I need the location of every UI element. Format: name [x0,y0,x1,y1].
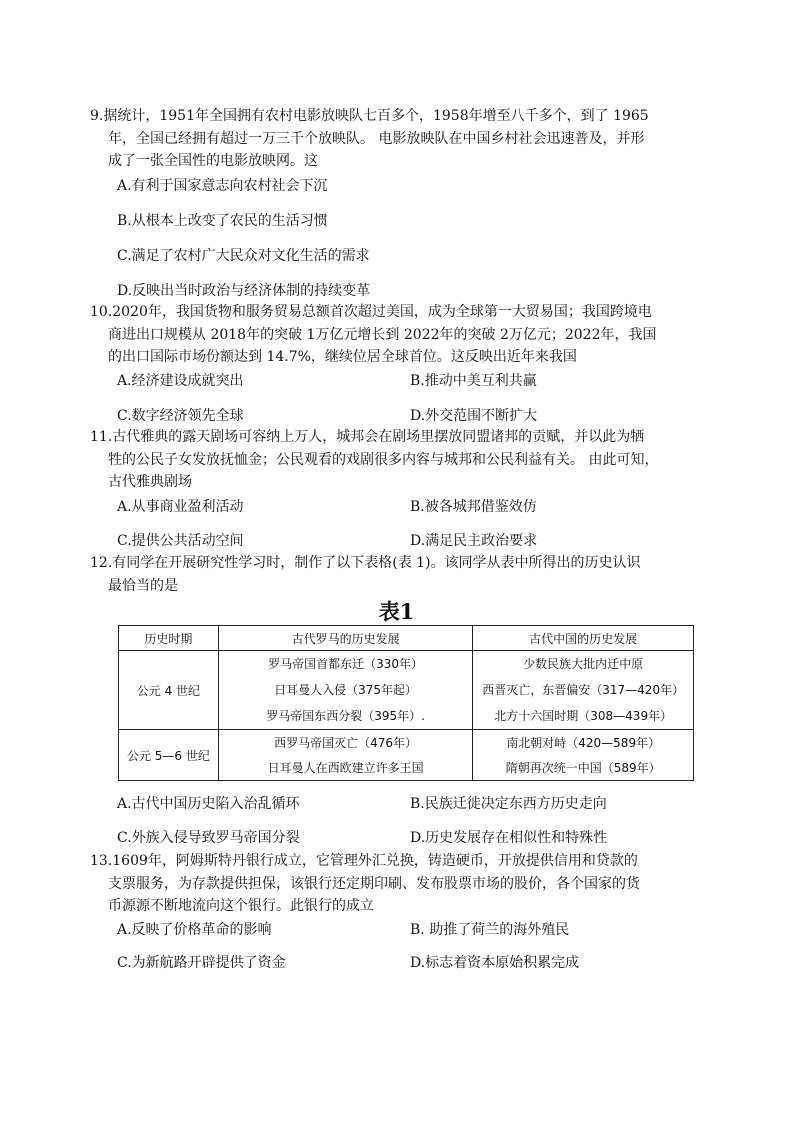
question-13-line-1: 1609年，阿姆斯特丹银行成立，它管理外汇兑换，铸造硬币，开放提供信用和贷款的 [112,853,638,869]
question-12-line-1: 有同学在开展研究性学习时，制作了以下表格(表 1)。该同学从表中所得出的历史认识 [112,555,641,571]
question-13-number: 13. [90,853,113,869]
question-9-stem [90,105,702,173]
question-10-number: 10. [90,304,113,320]
table-row [119,730,694,781]
question-9-line-2: 年，全国已经拥有超过一万三千个放映队。 电影放映队在中国乡村社会迅速普及，并形 [108,130,645,147]
question-9-line-3: 成了一张全国性的电影放映网。这 [108,153,318,169]
question-9-number: 9. [90,108,104,124]
table-cell-line: 罗马帝国首都东迁（330年） [268,657,424,671]
table-cell-line: 日耳曼人入侵（375年起） [274,683,418,697]
table-title: 表1 [378,599,415,624]
table-cell-line: 西晋灭亡，东晋偏安（317—420年） [482,683,685,697]
question-12-option-b[interactable]: B.民族迁徙决定东西方历史走向 [410,796,607,812]
question-10-stem [90,301,702,369]
table-cell-line: 罗马帝国东西分裂（395年）. [266,709,425,723]
question-12-line-2: 最恰当的是 [108,577,178,594]
question-10-option-d[interactable]: D.外交范围不断扩大 [410,408,538,424]
table-cell-line: 南北朝对峙（420—589年） [506,735,661,750]
question-10-option-b[interactable]: B.推动中美互利共赢 [410,373,537,389]
table-header-row [119,626,694,651]
question-9-option-c[interactable]: C.满足了农村广大民众对文化生活的需求 [117,248,370,264]
question-10-option-c[interactable]: C.数字经济领先全球 [117,408,244,424]
question-11-option-d[interactable]: D.满足民主政治要求 [410,533,538,549]
history-table [118,625,694,781]
table-cell-rome [218,651,473,730]
table-cell-line: 西罗马帝国灭亡（476年） [274,735,418,750]
question-11-option-b[interactable]: B.被各城邦借鉴效仿 [410,499,537,515]
question-10-line-3: 的出口国际市场份额达到 14.7%，继续位居全球首位。这反映出近年来我国 [108,349,577,365]
question-12-option-c[interactable]: C.外族入侵导致罗马帝国分裂 [117,830,300,846]
question-10-line-2: 商进出口规模从 2018年的突破 1万亿元增长到 2022年的突破 2万亿元；2022年，我国 [108,326,657,343]
question-11-stem [90,426,702,494]
table-header-china: 古代中国的历史发展 [473,626,694,651]
question-9-line-1: 据统计，1951年全国拥有农村电影放映队七百多个，1958年增至八千多个，到了 1965 [103,108,649,124]
question-13-stem [90,850,702,918]
table-cell-line: 北方十六国时期（308—439年） [494,709,673,723]
table-cell-line: 少数民族大批内迁中原 [523,657,644,671]
question-12-stem [90,552,702,597]
question-12-number: 12. [90,555,113,571]
table-cell-line: 隋朝再次统一中国（589年） [505,760,661,775]
question-11-option-a[interactable]: A.从事商业盈利活动 [117,499,244,515]
question-11-line-3: 古代雅典剧场 [108,474,192,490]
question-13-option-d[interactable]: D.标志着资本原始积累完成 [410,955,580,971]
question-9-option-b[interactable]: B.从根本上改变了农民的生活习惯 [117,213,328,229]
table-header-rome: 古代罗马的历史发展 [218,626,473,651]
table-cell-line: 日耳曼人在西欧建立许多王国 [267,760,424,775]
table-cell-period: 公元 5—6 世纪 [119,730,219,781]
question-13-option-a[interactable]: A.反映了价格革命的影响 [117,922,272,938]
question-11-option-c[interactable]: C.提供公共活动空间 [117,533,244,549]
question-12-option-d[interactable]: D.历史发展存在相似性和特殊性 [410,830,608,846]
question-13-line-2: 支票服务，为存款提供担保，该银行还定期印刷、发布股票市场的股价，各个国家的货 [108,875,640,892]
question-13-option-b[interactable]: B. 助推了荷兰的海外殖民 [410,922,570,938]
question-13-option-c[interactable]: C.为新航路开辟提供了资金 [117,955,286,971]
table-cell-rome [218,730,473,781]
question-10-line-1: 2020年，我国货物和服务贸易总额首次超过美国，成为全球第一大贸易国；我国跨境电 [112,304,652,320]
question-10-option-a[interactable]: A.经济建设成就突出 [117,373,244,389]
question-11-line-2: 牲的公民子女发放抚恤金；公民观看的戏剧很多内容与城邦和公民利益有关。 由此可知， [108,451,659,468]
table-cell-china [473,651,694,730]
question-9-option-a[interactable]: A.有利于国家意志向农村社会下沉 [117,178,328,194]
question-12-option-a[interactable]: A.古代中国历史陷入治乱循环 [117,796,300,812]
question-11-line-1: 古代雅典的露天剧场可容纳上万人，城邦会在剧场里摆放同盟诸邦的贡赋，并以此为牺 [112,429,645,445]
table-cell-china [473,730,694,781]
table-header-period: 历史时期 [119,626,219,651]
table-cell-period: 公元 4 世纪 [119,651,219,730]
question-9-option-d[interactable]: D.反映出当时政治与经济体制的持续变革 [117,283,371,299]
question-11-number: 11. [90,429,113,445]
table-row [119,651,694,730]
question-13-line-3: 币源源不断地流向这个银行。此银行的成立 [108,898,374,914]
